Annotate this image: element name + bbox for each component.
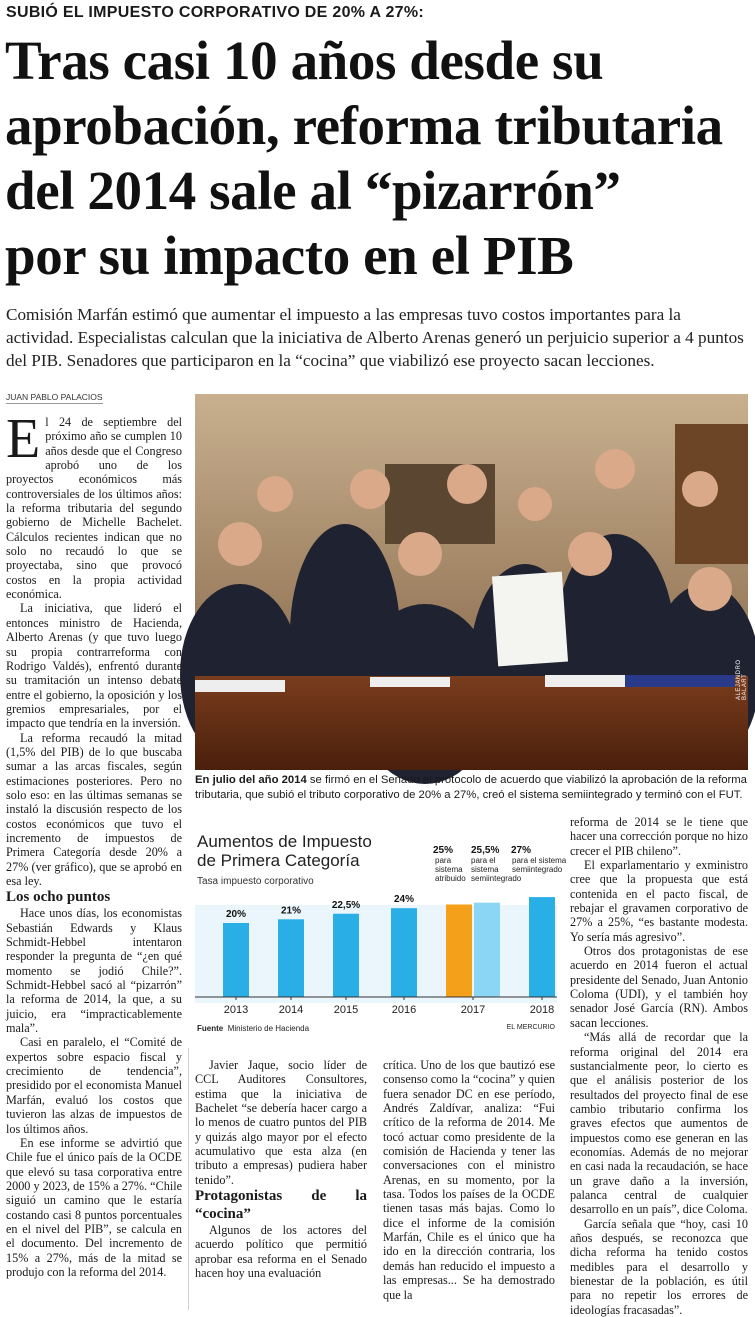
chart-tick-label: 2013 [223,1004,249,1016]
chart-value-label: 24% [393,894,415,906]
photo-illustration [195,394,748,770]
chart-value-label: 27% [511,845,532,856]
chart-tick-label: 2017 [460,1004,486,1016]
paragraph: En ese informe se advirtió que Chile fue el único país de la OCDE que elevó su tasa corporativa entre 2000 y 2023, de 15% a 27%. “Chile siguió un camino que le estaría costando casi 8 puntos porcentuales en el nivel del PIB”, se calcula en el documento. Del incremento de 15% a 27%, más de la mitad se produjo con la reforma del 2014. [6,1135,182,1279]
column-1 [6,408,182,1279]
headline [5,28,750,288]
deck: Comisión Marfán estimó que aumentar el impuesto a las empresas tuvo costos importantes para la actividad. Especialistas calculan que la iniciativa de Alberto Arenas generó un perjuicio superior a 4 puntos del PIB. Senadores que participaron en la “cocina” que viabilizó ese proyecto sacan lecciones. [6,305,744,370]
paragraph: El exparlamentario y exministro cree que la propuesta que está contenida en el pacto fiscal, de rebajar el gravamen corporativo de 27% a 25%, “es bastante modesta. Yo sería más agresivo”. [570,858,748,944]
chart-bar-note: semiintegrado [471,874,522,883]
kicker: SUBIÓ EL IMPUESTO CORPORATIVO DE 20% A 27%: [6,4,425,21]
caption-text: se firmó en el Senado el protocolo de acuerdo que viabilizó la aprobación de la reforma tributaria, que subió el tributo corporativo de 20% a 27%, creó el sistema semiintegrado y terminó con el FUT. [195,774,747,801]
paragraph: Casi en paralelo, el “Comité de expertos sobre espacio fiscal y crecimiento de tendencia”, presidido por el economista Manuel Marfán, evaluó los costos que tuvieron las alzas de impuestos de los últimos años. [6,1035,182,1136]
chart-tick-label: 2014 [278,1004,304,1016]
chart-bar-note: para [435,856,452,865]
dropcap: E [6,408,41,470]
section-heading: Protagonistas de la “cocina” [195,1188,367,1223]
column-3 [383,1058,555,1302]
column-2 [195,1058,367,1280]
paragraph: crítica. Uno de los que bautizó ese consenso como la “cocina” y quien fuera senador DC en ese período, Andrés Zaldívar, analiza: “Fui crítico de la reforma de 2014. Me tocó actuar como presidente de la comisión de Hacienda y tener las conversaciones con el ministro Arenas, en su momento, por la tasa. Todos los países de la OCDE tienen tasas más bajas. Como lo dice el informe de la comisión Marfán, Chile es el único que ha ido en la dirección contraria, los demás han reducido el impuesto a las empresas... Se ha demostrado que la [383,1058,555,1302]
chart-bar-note: para el [471,856,496,865]
chart-source-text: Ministerio de Hacienda [227,1024,310,1033]
chart-brand: EL MERCURIO [506,1024,555,1031]
headline-line: por su impacto en el PIB [5,225,574,286]
paragraph: “Más allá de recordar que la reforma original del 2014 era sustancialmente peor, lo cierto es que el análisis posterior de los resultados del proyecto final de ese cambio tributario confirma los graves efectos que aumentos de impuestos como ese generan en las economías. Además de no mejorar en casi nada la recaudación, se hace un grave daño a la inversión, palanca central de cualquier desarrollo en un país”, dice Coloma. [570,1030,748,1217]
chart-bar [446,905,472,998]
paragraph: Otros dos protagonistas de ese acuerdo en 2014 fueron el actual presidente del Senado, Juan Antonio Coloma (UDI), y el también hoy senador José García (RN). Ambos sacan lecciones. [570,944,748,1030]
section-heading: Los ocho puntos [6,889,111,906]
chart-plot [195,820,567,1020]
paragraph: La reforma recaudó la mitad (1,5% del PIB) de lo que buscaba sumar a las arcas fiscales, según estimaciones posteriores. Pero no solo eso: en las últimas semanas se instaló la discusión respecto de los costos económicos que tuvo el incremento de impuestos de Primera Categoría desde 20% a 27% (ver gráfico), que se aprobó en esa ley. [6,730,182,888]
column-4 [570,815,748,1317]
caption-bold: En julio del año 2014 [195,774,307,786]
paragraph: Javier Jaque, socio líder de CCL Auditores Consultores, estima que la iniciativa de Bachelet “se debería hacer cargo a lo menos de cuatro puntos del PIB y quizás algo mayor por el efecto acumulativo que esta alza (en tributo a empresas) pudiera haber tenido”. [195,1058,367,1187]
chart-value-label: 21% [280,905,302,917]
photo-senate-signing [195,394,748,770]
chart-bar-note: semiintegrado [512,865,563,874]
chart-source-label: Fuente [197,1024,224,1033]
byline: JUAN PABLO PALACIOS [6,392,103,402]
chart-title-line: Aumentos de Impuesto [197,832,372,851]
paragraph [6,408,182,602]
chart-bar-note: sistema [471,865,499,874]
chart-tick-label: 2015 [333,1004,359,1016]
chart-bar [391,908,417,997]
chart-corporate-tax [195,820,567,1040]
headline-line: Tras casi 10 años desde su [5,30,604,91]
chart-value-label: 25% [433,845,454,856]
photo-credit: ALEJANDRO BALART [736,659,748,700]
chart-source [197,1024,309,1033]
photo-caption [195,773,748,802]
chart-bar-note: para el sistema [512,856,567,865]
paragraph: Hace unos días, los economistas Sebastián Edwards y Klaus Schmidt-Hebbel intentaron responder la pregunta de “¿en qué momento se jodió Chile?”. Schmidt-Hebbel sacó al “pizarrón” la reforma de 2014, la que, a su juicio, era “impracticablemente mala”. [6,906,182,1036]
chart-tick-label: 2018 [529,1004,555,1016]
column-divider [188,1048,189,1310]
chart-bar [223,923,249,997]
chart-background [195,905,557,1003]
chart-subtitle: Tasa impuesto corporativo [197,876,314,887]
chart-value-label: 22,5% [331,899,361,911]
paragraph-text: l 24 de septiembre del próximo año se cumplen 10 años desde que el Congreso aprobó uno de los proyectos económicos más controversiales de los últimos años: la reforma tributaria del segundo gobierno de Michelle Bachelet. Cálculos recientes indican que no solo no recaudó lo que se proyectaba, sino que provocó costos en la propia actividad económica. [6,415,182,602]
chart-value-label: 25,5% [471,845,500,856]
paragraph: La iniciativa, que lideró el entonces ministro de Hacienda, Alberto Arenas (y que tuvo luego su propia contrarreforma con Rodrigo Valdés), enfrentó durante su tramitación un intenso debate entre el gobierno, la oposición y los gremios empresariales, por el impacto que tendría en la inversión. [6,601,182,731]
paragraph: reforma de 2014 se le tiene que hacer una corrección porque no hizo crecer el PIB chileno”. [570,815,748,858]
paragraph: Algunos de los actores del acuerdo político que permitió aprobar esa reforma en el Senado hacen hoy una evaluación [195,1223,367,1281]
chart-bar-note: atribuido [435,874,466,883]
paragraph: García señala que “hoy, casi 10 años después, se reconozca que dicha reforma ha tenido costos medibles para el desarrollo y bienestar de la población, es útil para no repetir los errores de ideologías fracasadas”. [570,1216,748,1317]
chart-bar [529,897,555,997]
chart-bar-note: sistema [435,865,463,874]
chart-bar [474,903,500,997]
headline-line: del 2014 sale al “pizarrón” [5,160,621,221]
headline-line: aprobación, reforma tributaria [5,95,723,156]
chart-value-label: 20% [225,909,247,920]
chart-bar [278,919,304,997]
chart-title-line: de Primera Categoría [197,851,360,870]
chart-tick-label: 2016 [391,1004,417,1016]
chart-bar [333,914,359,997]
